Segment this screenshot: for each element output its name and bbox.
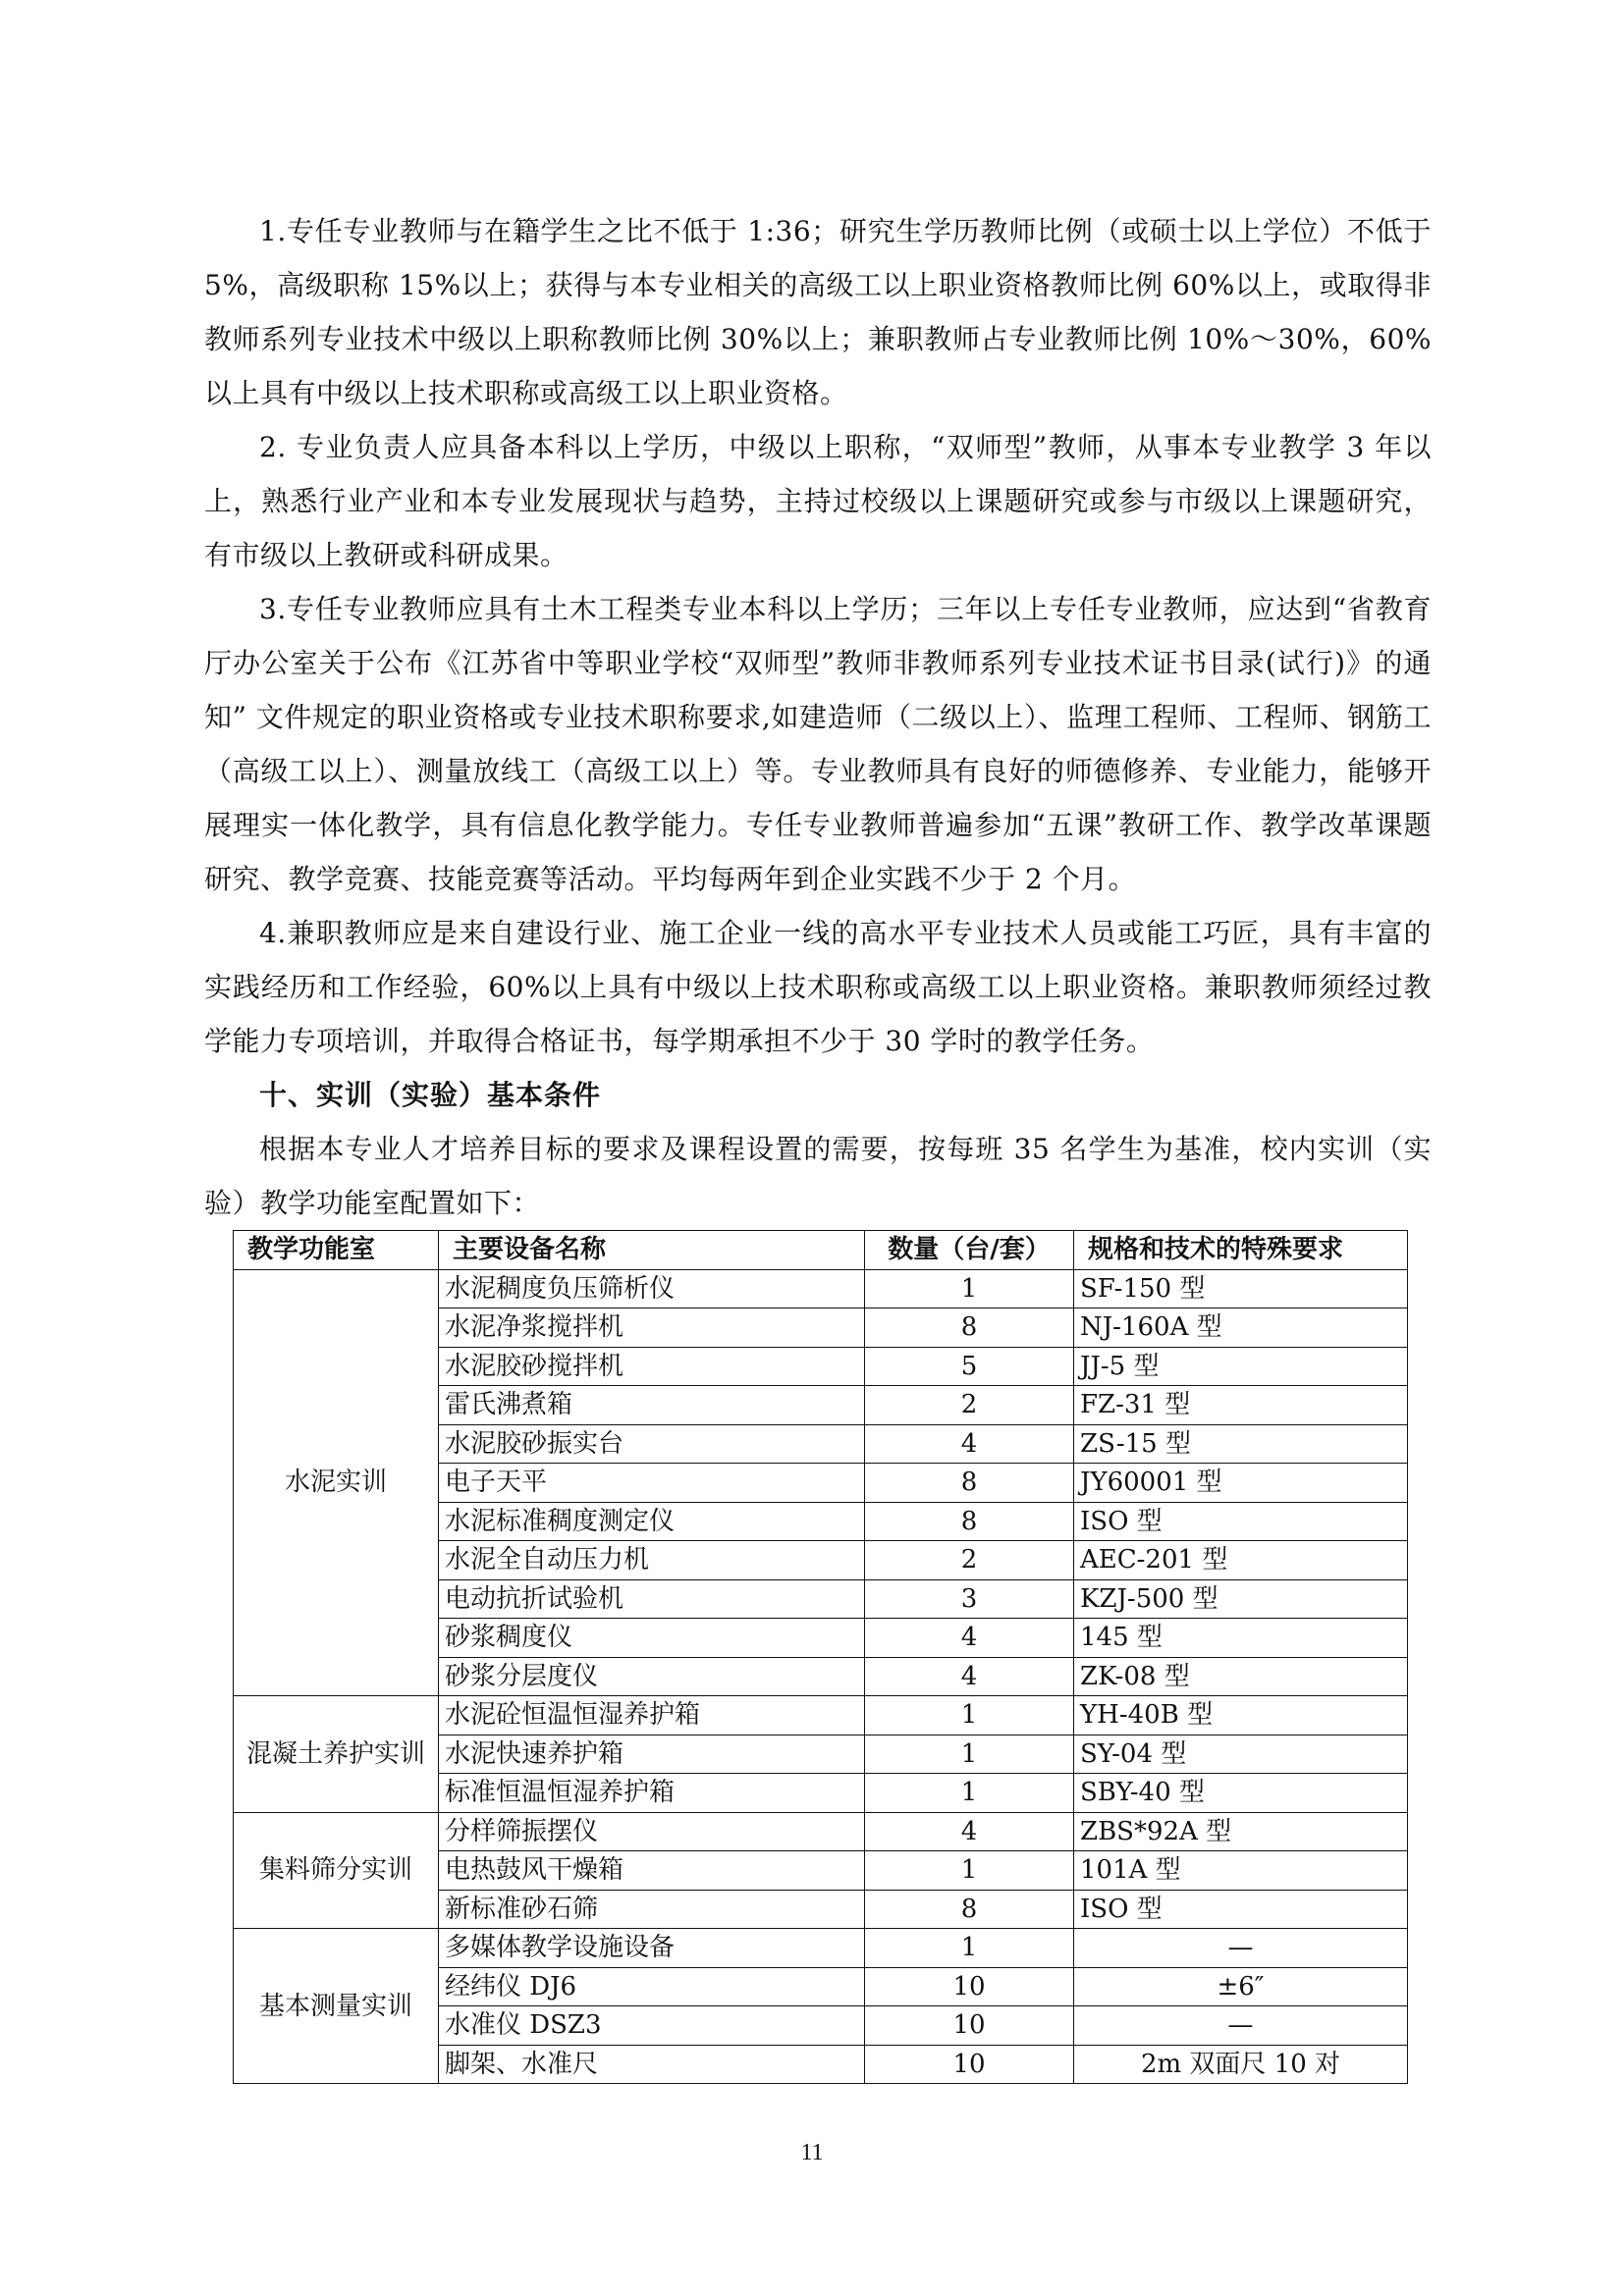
equipment-spec: ZS-15 型 — [1074, 1424, 1408, 1464]
equipment-name: 脚架、水准尺 — [439, 2045, 865, 2084]
header-room: 教学功能室 — [234, 1231, 439, 1270]
equipment-name: 电子天平 — [439, 1464, 865, 1503]
table-row — [234, 1929, 1408, 1968]
paragraph-fulltime-teachers: 3.专任专业教师应具有土木工程类专业本科以上学历；三年以上专任专业教师，应达到“省教育厅办公室关于公布《江苏省中等职业学校“双师型”教师非教师系列专业技术证书目录(试行)》的通知” 文件规定的职业资格或专业技术职称要求,如建造师（二级以上）、监理工程师、工程师、钢筋工（高级工以上）、测量放线工（高级工以上）等。专业教师具有良好的师德修养、专业能力，能够开展理实一体化教学，具有信息化教学能力。专任专业教师普遍参加“五课”教研工作、教学改革课题研究、教学竞赛、技能竞赛等活动。平均每两年到企业实践不少于 2 个月。 — [204, 593, 1432, 895]
equipment-qty: 3 — [865, 1579, 1074, 1619]
equipment-spec: NJ-160A 型 — [1074, 1308, 1408, 1348]
equipment-qty: 1 — [865, 1774, 1074, 1813]
room-aggregate-sieving: 集料筛分实训 — [234, 1812, 439, 1929]
header-quantity: 数量（台/套） — [865, 1231, 1074, 1270]
paragraph-parttime-teachers: 4.兼职教师应是来自建设行业、施工企业一线的高水平专业技术人员或能工巧匠，具有丰富的实践经历和工作经验，60%以上具有中级以上技术职称或高级工以上职业资格。兼职教师须经过教学能力专项培训，并取得合格证书，每学期承担不少于 30 学时的教学任务。 — [204, 917, 1432, 1057]
equipment-qty: 1 — [865, 1929, 1074, 1968]
equipment-name: 分样筛振摆仪 — [439, 1812, 865, 1851]
equipment-spec: 145 型 — [1074, 1619, 1408, 1658]
equipment-spec: JY60001 型 — [1074, 1464, 1408, 1503]
equipment-qty: 10 — [865, 2006, 1074, 2046]
header-equipment: 主要设备名称 — [439, 1231, 865, 1270]
paragraph-program-leader: 2. 专业负责人应具备本科以上学历，中级以上职称，“双师型”教师，从事本专业教学 3 年以上，熟悉行业产业和本专业发展现状与趋势，主持过校级以上课题研究或参与市级以上课题研究，有市级以上教研或科研成果。 — [204, 431, 1432, 571]
equipment-name: 水泥全自动压力机 — [439, 1541, 865, 1580]
equipment-name: 经纬仪 DJ6 — [439, 1967, 865, 2006]
equipment-name: 水泥胶砂振实台 — [439, 1424, 865, 1464]
table-row — [234, 1269, 1408, 1308]
equipment-spec: ISO 型 — [1074, 1502, 1408, 1541]
equipment-spec: FZ-31 型 — [1074, 1386, 1408, 1425]
equipment-qty: 5 — [865, 1347, 1074, 1386]
section-intro: 根据本专业人才培养目标的要求及课程设置的需要，按每班 35 名学生为基准，校内实训（实验）教学功能室配置如下： — [204, 1133, 1432, 1219]
body-text — [204, 204, 1432, 1230]
equipment-name: 新标准砂石筛 — [439, 1890, 865, 1929]
equipment-name: 砂浆分层度仪 — [439, 1657, 865, 1696]
room-basic-surveying: 基本测量实训 — [234, 1929, 439, 2084]
equipment-name: 水泥快速养护箱 — [439, 1735, 865, 1774]
equipment-name: 标准恒温恒湿养护箱 — [439, 1774, 865, 1813]
equipment-spec: — — [1074, 1929, 1408, 1968]
equipment-spec: JJ-5 型 — [1074, 1347, 1408, 1386]
equipment-name: 水泥稠度负压筛析仪 — [439, 1269, 865, 1308]
equipment-spec: SY-04 型 — [1074, 1735, 1408, 1774]
equipment-qty: 4 — [865, 1812, 1074, 1851]
equipment-spec: ±6″ — [1074, 1967, 1408, 2006]
table-header-row — [234, 1231, 1408, 1270]
table-row — [234, 1696, 1408, 1735]
equipment-spec: AEC-201 型 — [1074, 1541, 1408, 1580]
equipment-qty: 2 — [865, 1541, 1074, 1580]
table-row — [234, 1812, 1408, 1851]
equipment-qty: 1 — [865, 1269, 1074, 1308]
equipment-spec: KZJ-500 型 — [1074, 1579, 1408, 1619]
equipment-name: 多媒体教学设施设备 — [439, 1929, 865, 1968]
equipment-table — [233, 1230, 1408, 2084]
equipment-qty: 10 — [865, 2045, 1074, 2084]
header-spec: 规格和技术的特殊要求 — [1074, 1231, 1408, 1270]
section-heading: 十、实训（实验）基本条件 — [259, 1079, 602, 1111]
equipment-qty: 8 — [865, 1308, 1074, 1348]
equipment-qty: 4 — [865, 1657, 1074, 1696]
equipment-name: 电热鼓风干燥箱 — [439, 1851, 865, 1891]
equipment-name: 水准仪 DSZ3 — [439, 2006, 865, 2046]
equipment-qty: 1 — [865, 1735, 1074, 1774]
equipment-qty: 8 — [865, 1890, 1074, 1929]
equipment-name: 水泥净浆搅拌机 — [439, 1308, 865, 1348]
equipment-spec: — — [1074, 2006, 1408, 2046]
equipment-qty: 10 — [865, 1967, 1074, 2006]
equipment-qty: 4 — [865, 1424, 1074, 1464]
equipment-name: 雷氏沸煮箱 — [439, 1386, 865, 1425]
equipment-spec: ZBS*92A 型 — [1074, 1812, 1408, 1851]
equipment-qty: 8 — [865, 1502, 1074, 1541]
equipment-name: 水泥砼恒温恒湿养护箱 — [439, 1696, 865, 1735]
equipment-name: 水泥胶砂搅拌机 — [439, 1347, 865, 1386]
page-number: 11 — [800, 2140, 824, 2165]
room-cement: 水泥实训 — [234, 1269, 439, 1696]
equipment-qty: 1 — [865, 1696, 1074, 1735]
equipment-qty: 1 — [865, 1851, 1074, 1891]
equipment-spec: 2m 双面尺 10 对 — [1074, 2045, 1408, 2084]
equipment-spec: YH-40B 型 — [1074, 1696, 1408, 1735]
room-concrete-curing: 混凝土养护实训 — [234, 1696, 439, 1813]
equipment-spec: SBY-40 型 — [1074, 1774, 1408, 1813]
equipment-spec: ISO 型 — [1074, 1890, 1408, 1929]
equipment-name: 电动抗折试验机 — [439, 1579, 865, 1619]
equipment-name: 砂浆稠度仪 — [439, 1619, 865, 1658]
equipment-qty: 2 — [865, 1386, 1074, 1425]
equipment-spec: SF-150 型 — [1074, 1269, 1408, 1308]
equipment-name: 水泥标准稠度测定仪 — [439, 1502, 865, 1541]
equipment-qty: 4 — [865, 1619, 1074, 1658]
equipment-qty: 8 — [865, 1464, 1074, 1503]
equipment-spec: ZK-08 型 — [1074, 1657, 1408, 1696]
equipment-spec: 101A 型 — [1074, 1851, 1408, 1891]
paragraph-teacher-ratio: 1.专任专业教师与在籍学生之比不低于 1:36；研究生学历教师比例（或硕士以上学位）不低于 5%，高级职称 15%以上；获得与本专业相关的高级工以上职业资格教师比例 60%以上，或取得非教师系列专业技术中级以上职称教师比例 30%以上；兼职教师占专业教师比例 10%～30%，60%以上具有中级以上技术职称或高级工以上职业资格。 — [204, 215, 1432, 409]
